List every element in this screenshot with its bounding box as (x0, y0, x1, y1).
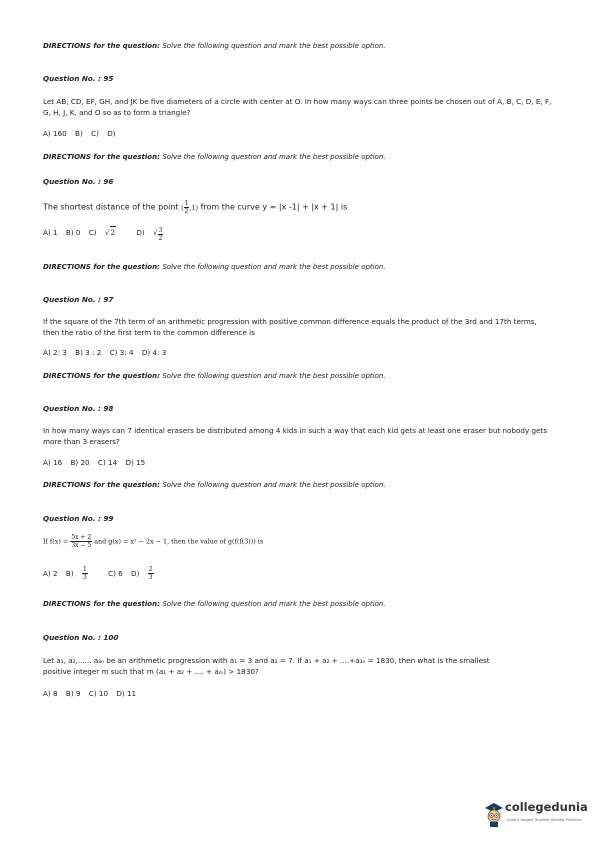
option-d[interactable]: D) (107, 129, 116, 138)
f-fraction (70, 534, 92, 549)
fraction-numerator: 3 (158, 227, 163, 234)
point-y: 1 (191, 203, 196, 212)
option-d[interactable]: D) 4: 3 (141, 348, 167, 357)
option-c[interactable]: C) (91, 129, 99, 138)
function-suffix: and g(x) = x² − 2x − 1, then the value of g(f(f(3))) is (94, 537, 264, 546)
sqrt-fraction (158, 227, 170, 242)
directions-2 (43, 152, 555, 163)
fraction-denominator: 2 (184, 208, 189, 215)
question-text-after: from the curve y = |x -1| + |x + 1| is (200, 202, 348, 212)
directions-5 (43, 480, 555, 491)
option-d-label: D) (131, 568, 140, 578)
directions-label: DIRECTIONS for the question: (43, 263, 160, 271)
fraction-numerator: 5x + 2 (71, 534, 92, 541)
option-d[interactable]: D) 15 (125, 458, 146, 467)
question-text (43, 200, 555, 215)
fraction-denominator: 3 (148, 574, 153, 581)
logo-name: collegedunia (505, 800, 588, 814)
fraction-denominator: 3x − 5 (71, 542, 92, 549)
option-c-label: C) (88, 228, 97, 237)
directions-6 (43, 599, 555, 610)
fraction-numerator: 2 (148, 566, 153, 573)
option-b[interactable] (66, 566, 100, 581)
directions-label: DIRECTIONS for the question: (43, 153, 160, 161)
directions-instruction: Solve the following question and mark the best possible option. (162, 481, 386, 489)
option-c[interactable]: C) 14 (97, 458, 118, 467)
option-c[interactable] (89, 226, 128, 238)
option-a[interactable]: A) 160 (43, 129, 67, 138)
logo-tagline: India's largest Student Review Platform (507, 817, 582, 822)
question-number: Question No. : 98 (43, 404, 114, 413)
mascot-icon (483, 800, 505, 828)
question-number: Question No. : 100 (43, 633, 119, 642)
option-d[interactable] (136, 227, 181, 242)
question-options (43, 457, 555, 468)
directions-label: DIRECTIONS for the question: (43, 372, 160, 380)
option-b[interactable]: B) 9 (65, 689, 81, 698)
point-x-fraction (184, 200, 190, 215)
directions-label: DIRECTIONS for the question: (43, 600, 160, 608)
option-b[interactable]: B) (75, 129, 83, 138)
question-text: If the square of the 7th term of an arithmetic progression with positive common difference equals the product of the 3rd and 17th terms, then the ratio of the first term to the common difference is (43, 317, 537, 337)
option-b[interactable]: B) 0 (65, 228, 81, 237)
option-d[interactable]: D) 11 (116, 689, 137, 698)
option-a[interactable]: A) 1 (43, 228, 58, 237)
question-options (43, 566, 555, 581)
question-number: Question No. : 95 (43, 74, 114, 83)
option-b[interactable]: B) 20 (70, 458, 90, 467)
option-b-label: B) (65, 568, 74, 578)
question-text: Let AB, CD, EF, GH, and JK be five diameters of a circle with center at O. In how many ways can three points be chosen out of A, B, C, D, E, F, G, H, J, K, and O so as to form a triangle? (43, 97, 552, 117)
question-number: Question No. : 97 (43, 295, 114, 304)
radicand: 2 (110, 228, 116, 237)
question-text (43, 655, 555, 677)
directions-instruction: Solve the following question and mark the best possible option. (162, 372, 386, 380)
option-d-fraction (148, 566, 160, 581)
option-c[interactable]: C) 3: 4 (109, 348, 134, 357)
option-a[interactable]: A) 16 (43, 458, 63, 467)
option-c[interactable]: C) 6 (108, 568, 123, 578)
question-number: Question No. : 99 (43, 514, 114, 523)
question-text-line: Let a₁, a₂,...... a₃ₙ be an arithmetic progression with a₁ = 3 and a₂ = 7. If a₁ + a₂ + ....+a₃ₙ = 1830, then what is the smallest (43, 656, 490, 665)
question-text (43, 534, 555, 549)
directions-label: DIRECTIONS for the question: (43, 42, 160, 50)
directions-3 (43, 262, 555, 273)
option-d[interactable] (131, 566, 165, 581)
sqrt-expression: √2 (104, 228, 116, 237)
collegedunia-logo[interactable] (483, 798, 593, 832)
fraction-denominator: 2 (158, 235, 163, 242)
option-a[interactable]: A) 2 (43, 568, 58, 578)
point-expression: ( $\frac{1}{2}$ ,1) (181, 200, 199, 215)
fraction-numerator: 1 (82, 566, 87, 573)
question-options (43, 128, 555, 139)
option-a[interactable]: A) 8 (43, 689, 58, 698)
option-c[interactable]: C) 10 (88, 689, 109, 698)
question-text-before: The shortest distance of the point (43, 202, 179, 212)
directions-instruction: Solve the following question and mark the best possible option. (162, 153, 386, 161)
question-options (43, 347, 555, 358)
function-prefix: If f(x) = (43, 537, 69, 546)
directions-4 (43, 371, 555, 382)
question-options (43, 226, 555, 242)
question-text: In how many ways can 7 identical erasers be distributed among 4 kids in such a way that each kid gets at least one eraser but nobody gets more than 3 erasers? (43, 426, 548, 446)
option-b-fraction (82, 566, 94, 581)
question-text-line: positive integer m such that m (a₁ + a₂ + .... + aₘ) > 1830? (43, 667, 259, 676)
fraction-denominator: 3 (82, 574, 87, 581)
directions-1 (43, 41, 555, 52)
question-number: Question No. : 96 (43, 177, 114, 186)
option-d-label: D) (136, 228, 145, 237)
option-b[interactable]: B) 3 : 2 (75, 348, 102, 357)
directions-label: DIRECTIONS for the question: (43, 481, 160, 489)
directions-instruction: Solve the following question and mark the best possible option. (162, 600, 386, 608)
directions-instruction: Solve the following question and mark the best possible option. (162, 263, 386, 271)
directions-instruction: Solve the following question and mark the best possible option. (162, 42, 386, 50)
sqrt-fraction-expression: √ $\frac{3}{2}$ (153, 227, 175, 242)
question-options (43, 688, 555, 699)
fraction-numerator: 1 (184, 200, 189, 207)
option-a[interactable]: A) 2: 3 (43, 348, 67, 357)
